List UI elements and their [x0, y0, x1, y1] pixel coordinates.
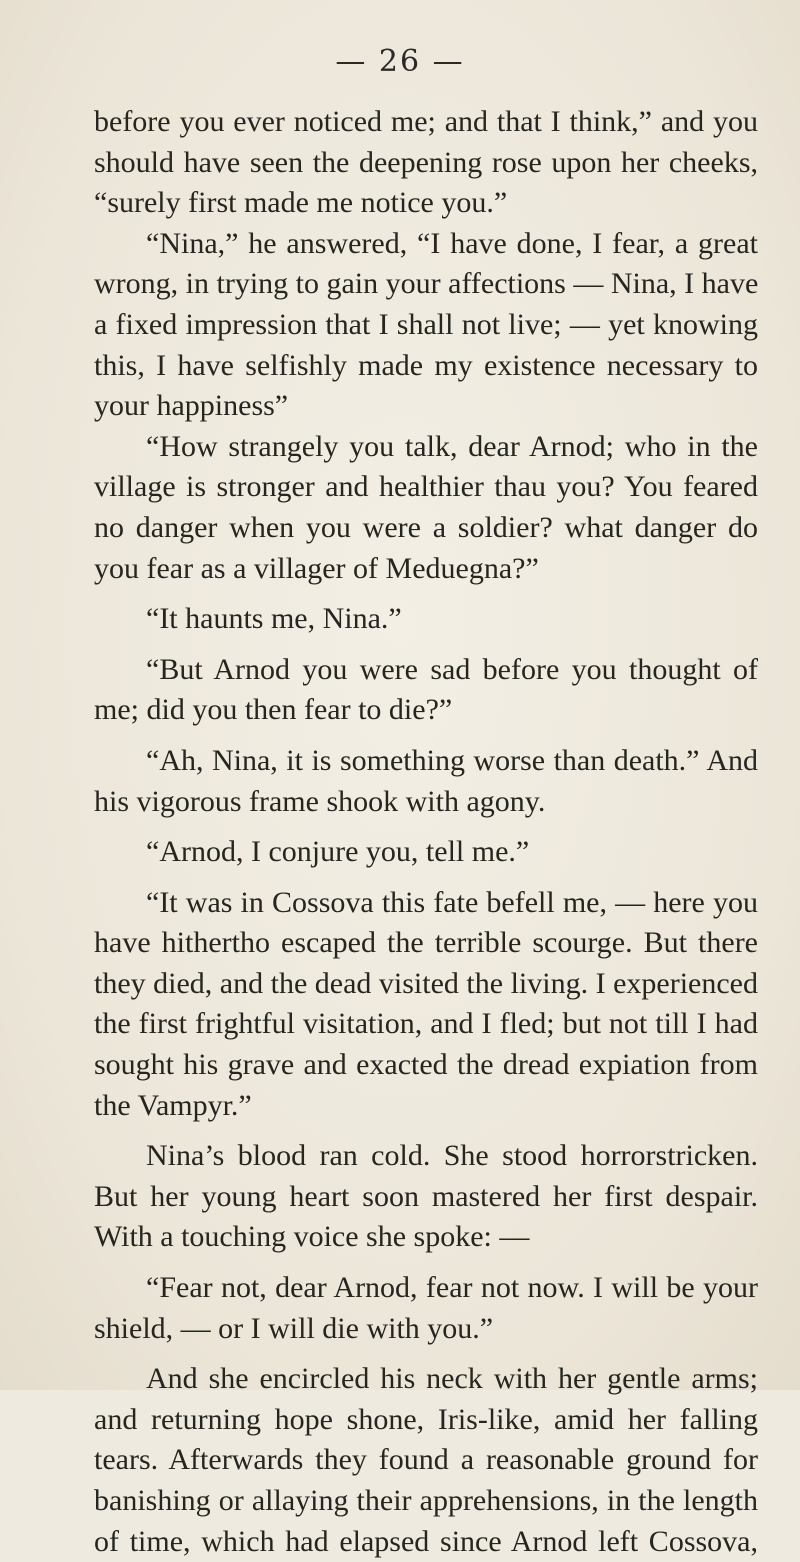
text-line: “Arnod, I conjure you, tell me.” [146, 835, 530, 869]
text-line: this, I have selfishly made my existence necessary to [94, 348, 758, 382]
text-line: the Vampyr.” [94, 1088, 252, 1122]
paragraph-gap [94, 731, 758, 741]
paragraph-gap [94, 822, 758, 832]
paragraph-gap [94, 1349, 758, 1359]
text-line: sought his grave and exacted the dread expiation from [94, 1048, 758, 1082]
paragraph [94, 650, 758, 731]
text-line: With a touching voice she spoke: — [94, 1220, 530, 1254]
text-line: your happiness” [94, 389, 289, 423]
text-line: Nina’s blood ran cold. She stood horrorstricken. [146, 1139, 758, 1173]
paragraph [94, 741, 758, 822]
text-line: “How strangely you talk, dear Arnod; who in the [146, 429, 758, 463]
text-line: you fear as a villager of Meduegna?” [94, 551, 539, 585]
text-line: But her young heart soon mastered her first despair. [94, 1179, 758, 1213]
paragraph-gap [94, 873, 758, 883]
text-line: before you ever noticed me; and that I think,” and you [94, 105, 758, 138]
text-line: his vigorous frame shook with agony. [94, 784, 546, 818]
text-line: me; did you then fear to die?” [94, 693, 453, 727]
text-line: “Ah, Nina, it is something worse than death.” And [146, 743, 758, 777]
paragraph [94, 832, 758, 873]
text-line: have hithertho escaped the terrible scourge. But there [94, 926, 758, 960]
paragraph [94, 1268, 758, 1349]
text-line: they died, and the dead visited the living. I experienced [94, 966, 758, 1000]
text-line: “It was in Cossova this fate befell me, — here you [146, 885, 758, 919]
paragraph [94, 1136, 758, 1258]
text-line: “Fear not, dear Arnod, fear not now. I will be your [146, 1271, 758, 1305]
text-line: And she encircled his neck with her gentle arms; [146, 1362, 758, 1396]
text-line: “Nina,” he answered, “I have done, I fear, a great [146, 226, 758, 260]
page-number: — 26 — [335, 44, 465, 79]
text-line: “surely first made me notice you.” [94, 186, 508, 220]
paragraph-gap [94, 589, 758, 599]
text-line: banishing or allaying their apprehensions, in the length [94, 1484, 758, 1517]
paragraph [94, 883, 758, 1127]
text-line: “It haunts me, Nina.” [146, 602, 402, 636]
text-line: and returning hope shone, Iris-like, amid her falling [94, 1402, 758, 1436]
text-line: wrong, in trying to gain your affections — Nina, I have [94, 267, 759, 301]
paragraph-gap [94, 1126, 758, 1136]
text-line: village is stronger and healthier thau you? You feared [94, 470, 758, 504]
text-line: should have seen the deepening rose upon her cheeks, [94, 145, 758, 179]
text-line: no danger when you were a soldier? what danger do [94, 510, 758, 544]
paragraph [94, 427, 758, 589]
text-line: the first frightful visitation, and I fled; but not till I had [94, 1007, 758, 1041]
text-line: tears. Afterwards they found a reasonable ground for [94, 1443, 758, 1477]
paragraph [94, 599, 758, 640]
paragraph [94, 224, 758, 427]
text-line: of time, which had elapsed since Arnod left Cossova, [94, 1524, 758, 1558]
paragraph-gap [94, 1258, 758, 1268]
text-line: shield, — or I will die with you.” [94, 1311, 494, 1345]
paragraph-gap [94, 640, 758, 650]
text-line: “But Arnod you were sad before you thought of [146, 652, 758, 686]
paragraph [94, 102, 758, 224]
text-line: a fixed impression that I shall not live; — yet knowing [94, 307, 758, 341]
body-text [94, 102, 758, 1562]
